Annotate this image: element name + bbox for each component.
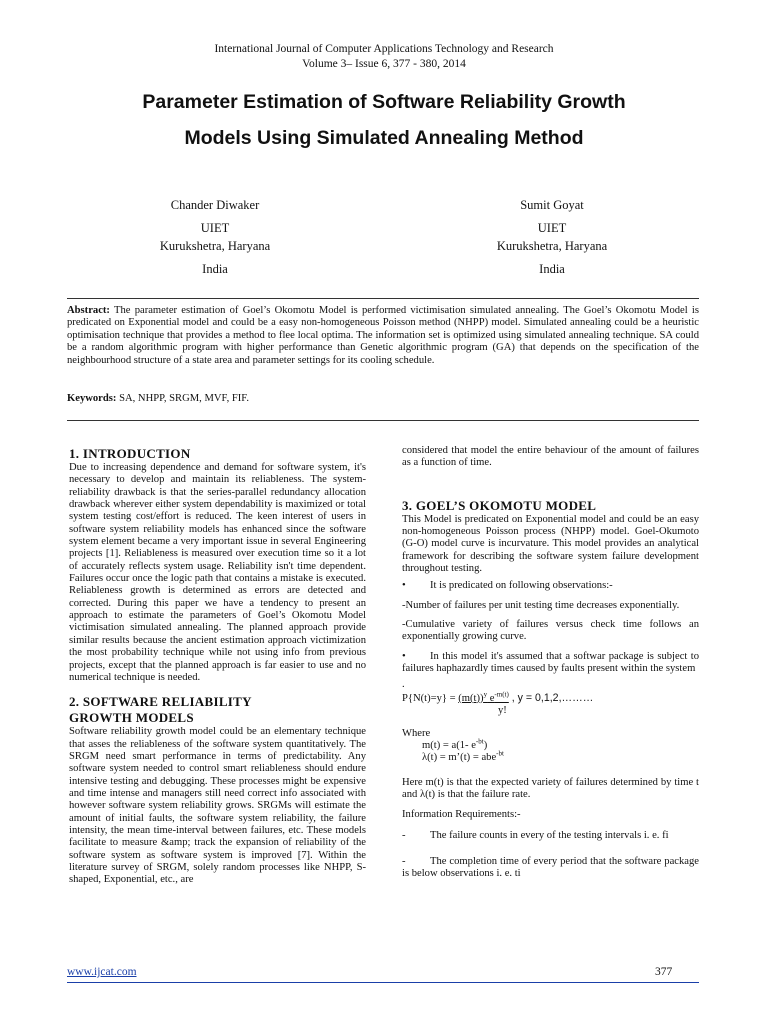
here-paragraph: Here m(t) is that the expected variety of failures determined by time t and λ(t) is that the failure rate. [402, 776, 699, 800]
where-label: Where [402, 727, 431, 739]
abstract [67, 305, 699, 367]
goel-paragraph: This Model is predicated on Exponential model and could be an easy non-homogeneous Poisson process (NHPP) model. Goel-Okumoto (G-O) model curve is incurvature. This model provides an analytical framework for describing the software system failure development throughout testing. [402, 513, 699, 575]
section-heading-introduction: 1. INTRODUCTION [69, 446, 191, 461]
information-requirements: Information Requirements:- [402, 809, 521, 821]
paper-title [40, 84, 728, 156]
keywords [67, 393, 699, 404]
continuation-paragraph: considered that model the entire behaviour of the amount of failures as a function of time. [402, 445, 699, 469]
observation-1: -Number of failures per unit testing time decreases exponentially. [402, 599, 680, 611]
journal-volume: Volume 3– Issue 6, 377 - 380, 2014 [302, 58, 466, 70]
author-affiliation: UIET [200, 221, 230, 235]
title-line-1: Parameter Estimation of Software Reliability Growth [142, 91, 626, 113]
author-affiliation: UIET [537, 221, 567, 235]
observation-2: -Cumulative variety of failures versus check time follows an exponentially growing curve. [402, 619, 699, 643]
abstract-label: Abstract: [67, 305, 110, 316]
author-place: Kurukshetra, Haryana [496, 239, 608, 253]
srgm-paragraph: Software reliability growth model could be an elementary technique that asses the reliableness of the software system quantitatively. The SRGM need smart performance in terms of predictability. Any software system needed to control smart reliableness should endure intensive testing and debugging. These processes might be expensive and time intense and managers still need correct info associated with however software system reliability grows. SRGMs will estimate the amount of initial faults, the software system reliability, the failure intensity, the mean time-interval between failures, etc. These models facilitate to measure &amp; track the expansion of reliability of the software system as software system is improved [7]. Within the literature survey of SRGM, solely random processes like NHPP, S-shaped, Exponential, etc., are [69, 726, 366, 886]
bullet-icon: • [402, 650, 406, 662]
section-heading-srgm-line1: 2. SOFTWARE RELIABILITY [69, 694, 252, 710]
keywords-label: Keywords: [67, 393, 117, 404]
bullet-item: • In this model it's assumed that a softwar package is subject to failures haphazardly times caused by faults present within the system [402, 650, 699, 675]
equation-denominator: y! [498, 705, 507, 717]
failure-rate-equation: λ(t) = m’(t) = abe$^{-bt}$ [422, 749, 504, 764]
abstract-text: The parameter estimation of Goel’s Okomotu Model is performed victimisation simulated annealing. The Goel’s Okomotu Model is predicated on Exponential model and could be a easy non-homogeneous Poisson method (NHPP) model. Simulated annealing could be a heuristic optimisation technique that provides a method to flee local optima. The information set is optimized using simulated annealing technique. SA could be a random algorithmic program with higher performance than Genetic algorithmic program (GA) that depends on the specification of the neighbourhood structure of a state area and parameter settings for its cooling schedule. [67, 305, 699, 366]
author-name: Chander Diwaker [170, 198, 260, 212]
author-block-2 [452, 196, 652, 278]
author-name: Sumit Goyat [520, 198, 584, 212]
bullet-icon: • [402, 580, 406, 592]
keywords-bottom-rule [67, 420, 699, 421]
requirement-1: - The failure counts in every of the testing intervals i. e. fi [402, 829, 669, 841]
author-country: India [202, 262, 228, 276]
dot-line: . [402, 679, 405, 691]
introduction-paragraph: Due to increasing dependence and demand for software system, it's necessary to develop and maintain its reliableness. The system-reliability drawback is that the series-parallel redundancy allocation drawback wherever either system dependability is maximized or total system testing cost/effort is reduced. The keen interest of users in software system reliability models has enhanced since the software system element became a very important issue in several Engineering projects [1]. Reliableness is measured over execution time so it a lot of accurately reflects system usage. Reliability isn't time dependent. Failures occur once the logic path that contains a mistake is executed. Reliableness growth is determined as errors are detected and corrected. During this paper we have a tendency to present an approach to estimate the parameters of Goel’s Okomotu Model victimisation simulated annealing. The planned approach provide similar results because the ancient estimation approach victimization the most probability technique while not using info from previous projects, except that the planned approach is far easier to use and no numerical technique is needed. [69, 462, 366, 683]
author-place: Kurukshetra, Haryana [159, 239, 271, 253]
keywords-text: SA, NHPP, SRGM, MVF, FIF. [119, 393, 249, 404]
author-block-1 [115, 196, 315, 278]
journal-website-link[interactable]: www.ijcat.com [67, 966, 137, 978]
section-heading-goel: 3. GOEL’S OKOMOTU MODEL [402, 497, 597, 513]
right-column [402, 445, 699, 881]
requirement-2: - The completion time of every period that the software package is below observations i. e. ti [402, 856, 699, 880]
abstract-top-rule [67, 298, 699, 299]
left-column [69, 446, 366, 887]
mean-value-equation: m(t) = a(1- $e^{-bt}$) [422, 737, 488, 751]
poisson-equation: $P\{N(t)=y\} = (m(t))^y$ $e^{-m(t)}$ , y = 0,1,2,……… y! [402, 692, 699, 718]
section-heading-srgm-line2: GROWTH MODELS [69, 710, 194, 726]
journal-header [0, 42, 768, 72]
author-country: India [539, 262, 565, 276]
bullet-item: • It is predicated on following observations:- [402, 580, 613, 592]
title-line-2: Models Using Simulated Annealing Method [184, 127, 584, 149]
journal-name: International Journal of Computer Applications Technology and Research [214, 43, 554, 55]
footer-rule [67, 982, 699, 983]
page-number: 377 [655, 966, 673, 978]
